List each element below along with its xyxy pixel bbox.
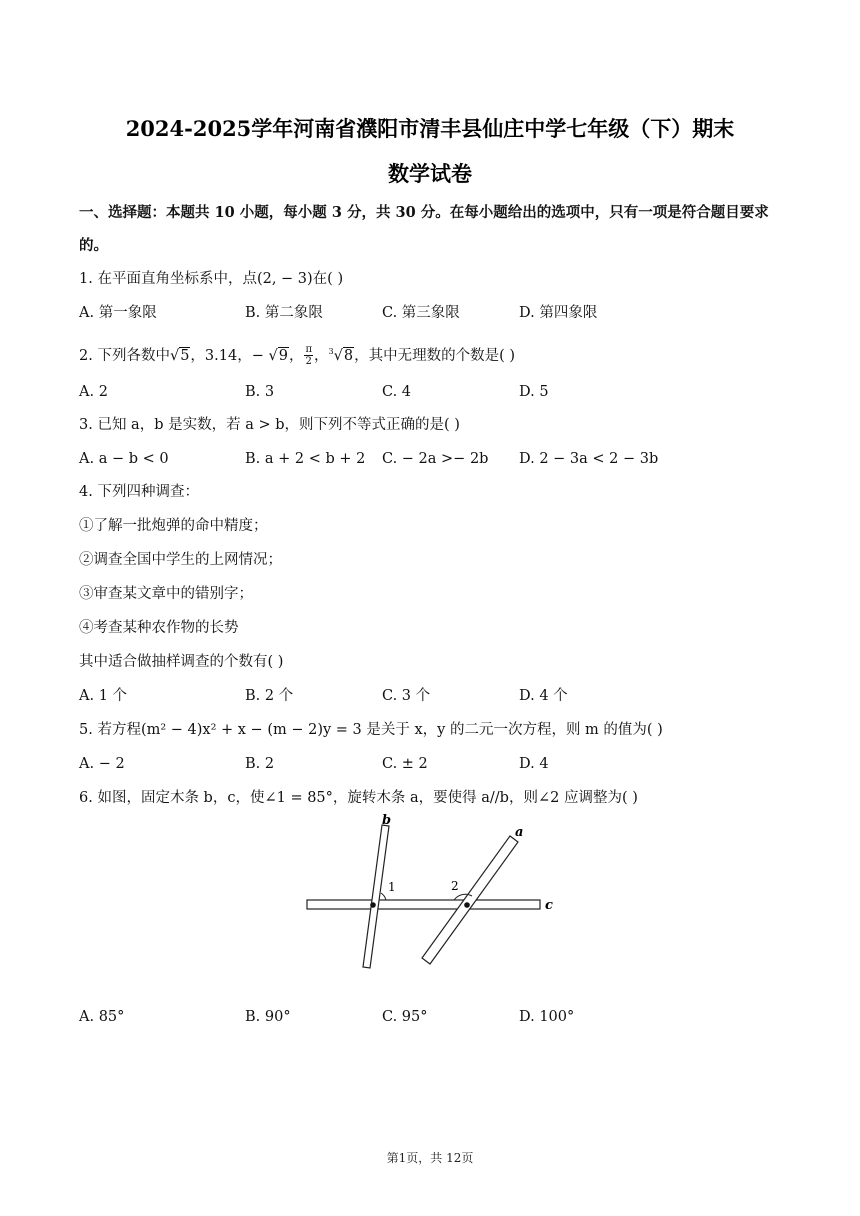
q1-option-d: D. 第四象限 — [519, 305, 598, 321]
pivot-b-c — [370, 902, 376, 908]
q2-stem-mid2: ， — [288, 347, 304, 364]
label-a: a — [515, 825, 524, 840]
q6-option-a: A. 85° — [79, 1009, 125, 1025]
q2-cbrt-8: 8 — [343, 347, 354, 364]
frac-denominator: 2 — [305, 356, 312, 368]
label-c: c — [545, 898, 553, 913]
q2-stem-prefix: 2. 下列各数中√ — [79, 347, 180, 364]
exam-title-line1: 2024-2025学年河南省濮阳市清丰县仙庄中学七年级（下）期末 — [125, 116, 735, 141]
q3-option-b: B. a + 2 < b + 2 — [245, 451, 366, 467]
q2-sqrt-5: 5 — [180, 347, 190, 364]
stick-c — [307, 900, 540, 909]
page-footer: 第1页，共 12页 — [386, 1151, 474, 1165]
q2-option-d: D. 5 — [519, 384, 549, 400]
exam-title-line2: 数学试卷 — [388, 161, 472, 186]
q2-option-b: B. 3 — [245, 384, 275, 400]
q1-option-c: C. 第三象限 — [382, 305, 460, 321]
q4-item-2: ②调查全国中学生的上网情况； — [79, 552, 282, 568]
angle1-arc — [381, 893, 386, 900]
q2-stem: 2. 下列各数中√5，3.14，− √9， $\frac{\pi}{2}$ ，$^3$√8，其中无理数的个数是( ) — [79, 344, 516, 368]
q4-option-d: D. 4 个 — [519, 688, 568, 704]
q2-option-c: C. 4 — [382, 384, 412, 400]
q6-option-c: C. 95° — [382, 1009, 428, 1025]
q1-option-b: B. 第二象限 — [245, 305, 323, 321]
q6-option-d: D. 100° — [519, 1009, 575, 1025]
q4-item-4: ④考查某种农作物的长势 — [79, 620, 239, 636]
q2-stem-mid1: ，3.14，− √ — [190, 347, 278, 364]
q6-stem: 6. 如图，固定木条 b，c，使∠1 = 85°，旋转木条 a，要使得 a//b，则∠2 应调整为( ) — [79, 790, 638, 806]
frac-numerator: π — [305, 344, 313, 356]
q6-option-b: B. 90° — [245, 1009, 291, 1025]
label-b: b — [382, 813, 392, 828]
section-header-line1: 一、选择题：本题共 10 小题，每小题 3 分，共 30 分。在每小题给出的选项中，只有一项是符合题目要求 — [79, 204, 769, 221]
q4-item-3: ③审查某文章中的错别字； — [79, 586, 253, 602]
q2-fraction-pi-over-2 — [304, 344, 313, 367]
q3-option-c: C. − 2a >− 2b — [382, 451, 489, 467]
q5-stem: 5. 若方程(m² − 4)x² + x − (m − 2)y = 3 是关于 x，y 的二元一次方程，则 m 的值为( ) — [79, 722, 663, 738]
q3-option-a: A. a − b < 0 — [79, 451, 169, 467]
q5-option-d: D. 4 — [519, 756, 549, 772]
q1-option-a: A. 第一象限 — [79, 305, 157, 321]
q4-option-c: C. 3 个 — [382, 688, 431, 704]
pivot-a-c — [464, 902, 470, 908]
stick-b — [363, 825, 389, 968]
q2-cbrt-index: 3 — [328, 347, 334, 356]
q5-option-c: C. ± 2 — [382, 756, 428, 772]
label-angle2: 2 — [451, 879, 459, 893]
q3-stem: 3. 已知 a，b 是实数，若 a > b，则下列不等式正确的是( ) — [79, 417, 460, 433]
q4-option-b: B. 2 个 — [245, 688, 294, 704]
q1-stem: 1. 在平面直角坐标系中，点(2, − 3)在( ) — [79, 271, 344, 287]
q4-item-1: ①了解一批炮弹的命中精度； — [79, 518, 268, 534]
q3-option-d: D. 2 − 3a < 2 − 3b — [519, 451, 659, 467]
q4-stem: 4. 下列四种调查： — [79, 484, 199, 500]
q2-option-a: A. 2 — [79, 384, 108, 400]
section-header-line2: 的。 — [79, 237, 108, 254]
q4-option-a: A. 1 个 — [79, 688, 128, 704]
q4-question: 其中适合做抽样调查的个数有( ) — [79, 654, 284, 670]
q6-figure-wooden-sticks — [300, 810, 560, 975]
label-angle1: 1 — [388, 880, 396, 894]
q2-sqrt-9: 9 — [278, 347, 288, 364]
q5-option-a: A. − 2 — [79, 756, 125, 772]
q2-stem-suffix: ，其中无理数的个数是( ) — [354, 347, 516, 364]
q5-option-b: B. 2 — [245, 756, 275, 772]
q2-stem-mid3: ， — [314, 347, 329, 364]
